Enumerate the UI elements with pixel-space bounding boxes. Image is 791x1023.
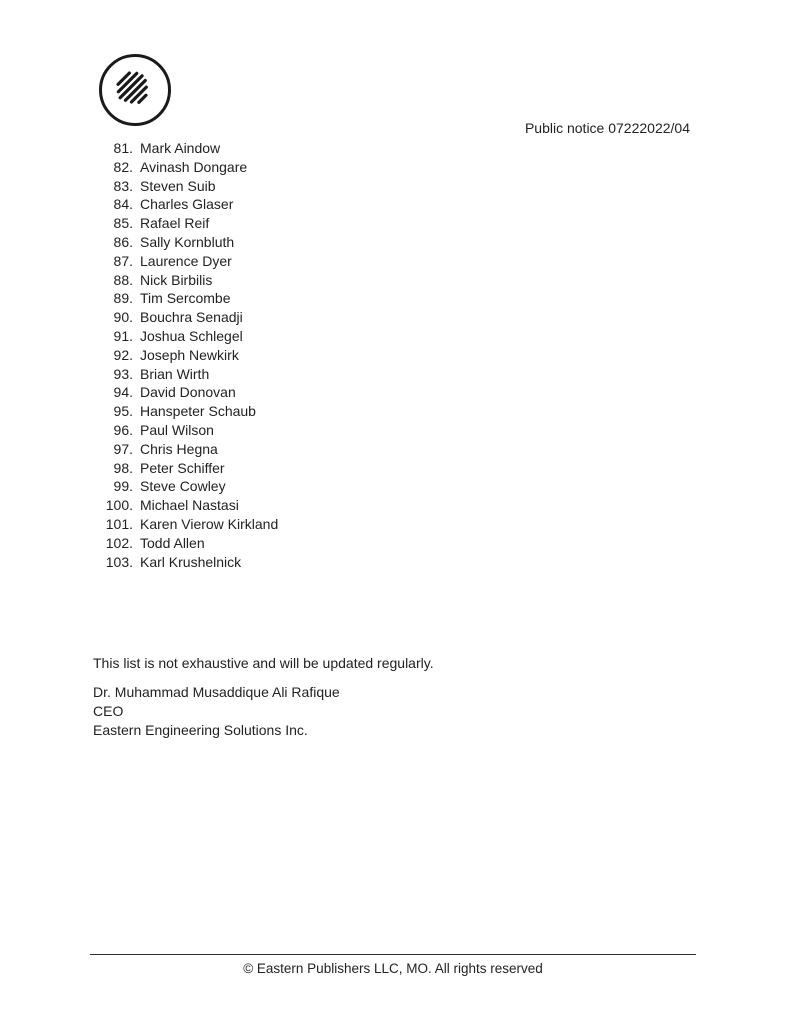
list-item-number: 103. [105,553,133,570]
list-item-name: Rafael Reif [140,215,210,232]
list-item-number: 98. [113,459,133,476]
list-item-name: Tim Sercombe [140,290,231,307]
hatched-circle-logo-icon [98,53,172,127]
list-item-number: 86. [113,233,133,250]
list-item-name: Brian Wirth [140,365,210,382]
list-item-name: David Donovan [140,384,236,401]
list-item-name: Peter Schiffer [140,459,225,476]
list-item-name: Laurence Dyer [140,252,232,269]
list-item-name: Joseph Newkirk [140,346,239,363]
list-item-name: Bouchra Senadji [140,309,243,326]
list-item [90,346,278,365]
list-item [90,440,278,459]
list-item [90,233,278,252]
list-item-number: 83. [113,177,133,194]
list-item [90,383,278,402]
public-notice-reference: Public notice 07222022/04 [524,120,690,136]
list-item-name: Todd Allen [140,534,205,551]
list-item-name: Mark Aindow [140,140,221,156]
list-item-number: 84. [113,196,133,213]
list-item [90,327,278,346]
list-item [90,139,278,158]
list-item-name: Steven Suib [140,177,216,194]
note-paragraph: This list is not exhaustive and will be updated regularly. [93,655,434,671]
list-item-number: 97. [113,440,133,457]
list-item [90,195,278,214]
signatory-company: Eastern Engineering Solutions Inc. [93,722,308,739]
list-item-number: 96. [113,421,133,438]
list-item [90,252,278,271]
list-item [90,459,278,478]
list-item-name: Nick Birbilis [140,271,213,288]
list-item-name: Steve Cowley [140,478,226,495]
list-item-number: 95. [113,403,133,420]
list-item-number: 90. [113,309,133,326]
list-item-number: 87. [113,252,133,269]
list-item-name: Charles Glaser [140,196,234,213]
company-logo [98,53,172,127]
list-item [90,496,278,515]
list-item-number: 89. [113,290,133,307]
list-item-number: 93. [113,365,133,382]
list-item [90,271,278,290]
list-item [90,214,278,233]
list-item-number: 102. [105,534,133,551]
list-item [90,534,278,553]
footer-divider [90,954,696,955]
list-item-name: Karl Krushelnick [140,553,242,570]
numbered-list [90,139,278,571]
list-item-number: 99. [113,478,133,495]
list-item-name: Sally Kornbluth [140,233,235,250]
list-item-name: Karen Vierow Kirkland [140,515,279,532]
list-item-name: Michael Nastasi [140,497,239,514]
list-item [90,365,278,384]
list-item [90,421,278,440]
list-item [90,515,278,534]
list-item [90,289,278,308]
list-item-number: 85. [113,215,133,232]
list-item [90,158,278,177]
footer-copyright: © Eastern Publishers LLC, MO. All rights reserved [243,961,543,976]
list-item [90,402,278,421]
signatory-title: CEO [93,703,124,720]
list-item-number: 81. [113,140,133,156]
list-item-number: 101. [105,515,133,532]
list-item-number: 82. [113,158,133,175]
signatory-name: Dr. Muhammad Musaddique Ali Rafique [93,684,340,700]
list-item [90,308,278,327]
list-item-number: 92. [113,346,133,363]
list-item-name: Paul Wilson [140,421,214,438]
list-item-name: Chris Hegna [140,440,218,457]
signature-block [93,683,340,741]
list-item [90,177,278,196]
list-item-name: Joshua Schlegel [140,327,243,344]
list-item-number: 100. [105,497,133,514]
list-item [90,477,278,496]
list-item-number: 94. [113,384,133,401]
list-item-name: Hanspeter Schaub [140,403,256,420]
list-item-number: 88. [113,271,133,288]
list-item [90,553,278,572]
list-item-number: 91. [113,327,133,344]
list-item-name: Avinash Dongare [140,158,248,175]
